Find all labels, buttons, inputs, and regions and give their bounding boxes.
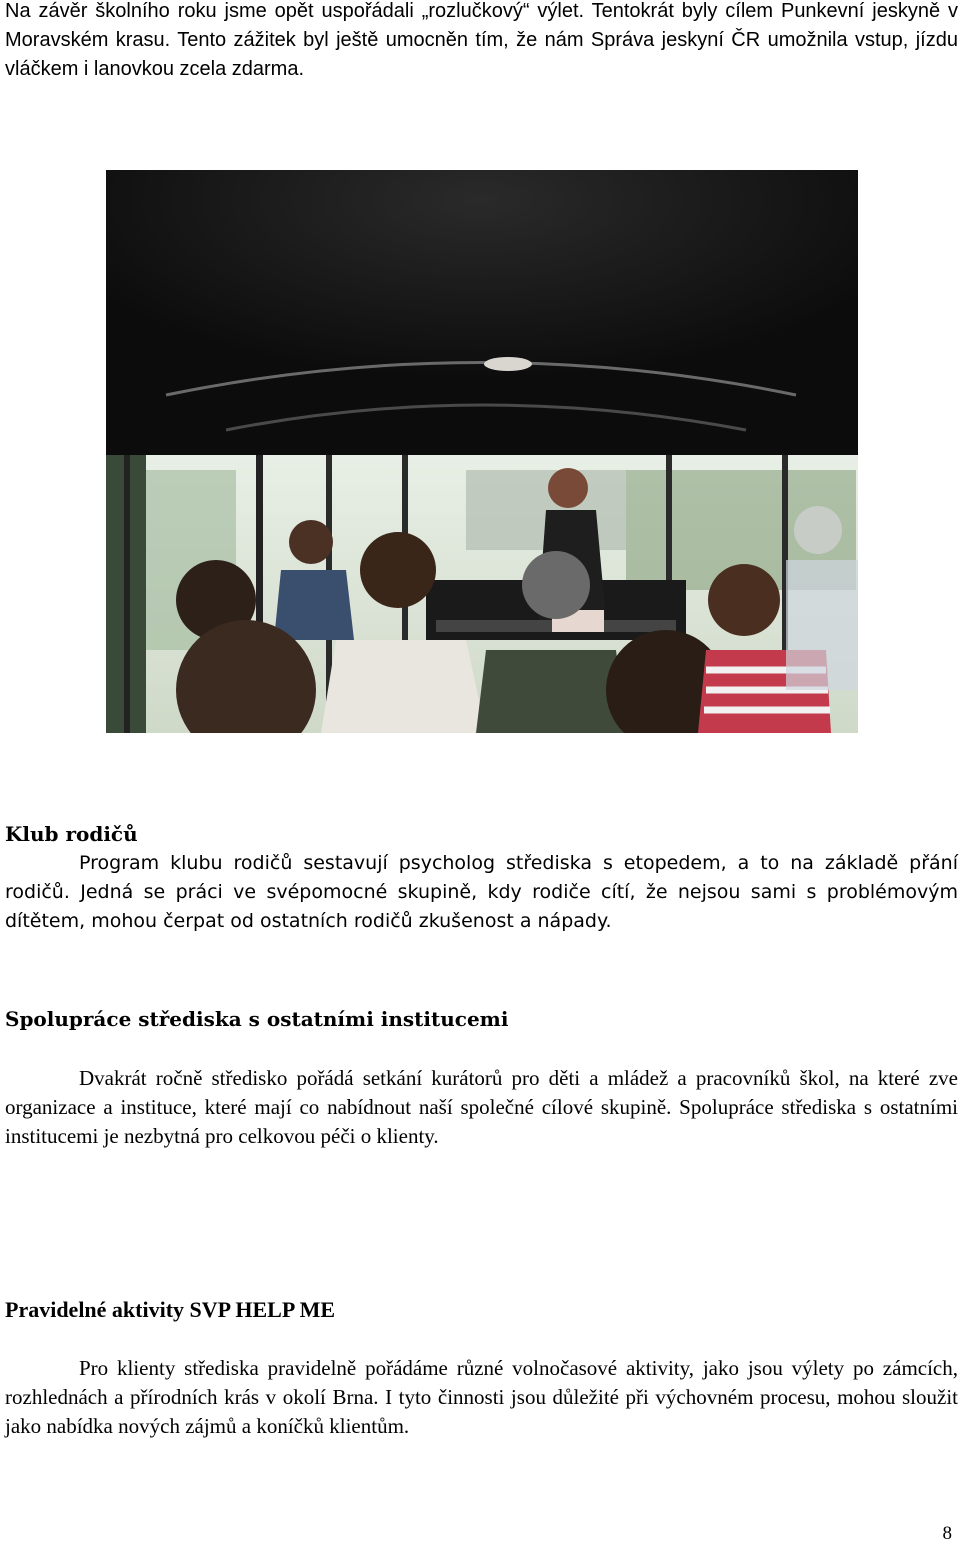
heading-aktivity: Pravidelné aktivity SVP HELP ME <box>5 1297 336 1322</box>
paragraph-spoluprace: Dvakrát ročně středisko pořádá setkání kurátorů pro děti a mládež a pracovníků škol, na které zve organizace a instituce, které mají co nabídnout naší společné cílové skupině. Spolupráce střediska s ostatními institucemi je nezbytná pro celkovou péči o klienty. <box>5 1066 958 1148</box>
heading-spoluprace: Spolupráce střediska s ostatními institucemi <box>5 1007 509 1031</box>
page-number: 8 <box>942 1523 952 1544</box>
train-photo <box>106 170 858 733</box>
paragraph-aktivity: Pro klienty střediska pravidelně pořádáme různé volnočasové aktivity, jako jsou výlety po zámcích, rozhlednách a přírodních krás v okolí Brna. I tyto činnosti jsou důležité při výchovném procesu, mohou sloužit jako nabídka nových zájmů a koníčků klientům. <box>5 1356 958 1438</box>
heading-klub-rodicu: Klub rodičů <box>5 822 138 846</box>
intro-paragraph: Na závěr školního roku jsme opět uspořádali „rozlučkový“ výlet. Tentokrát byly cílem Punkevní jeskyně v Moravském krasu. Tento zážitek byl ještě umocněn tím, že nám Správa jeskyní ČR umožnila vstup, jízdu vláčkem i lanovkou zcela zdarma. <box>5 0 958 80</box>
paragraph-klub-rodicu: Program klubu rodičů sestavují psycholog střediska s etopedem, a to na základě přání rodičů. Jedná se práci ve svépomocné skupině, kdy rodiče cítí, že nejsou sami s problémovým dítětem, mohou čerpat od ostatních rodičů zkušenost a nápady. <box>5 852 958 932</box>
photo-illustration <box>106 170 858 733</box>
